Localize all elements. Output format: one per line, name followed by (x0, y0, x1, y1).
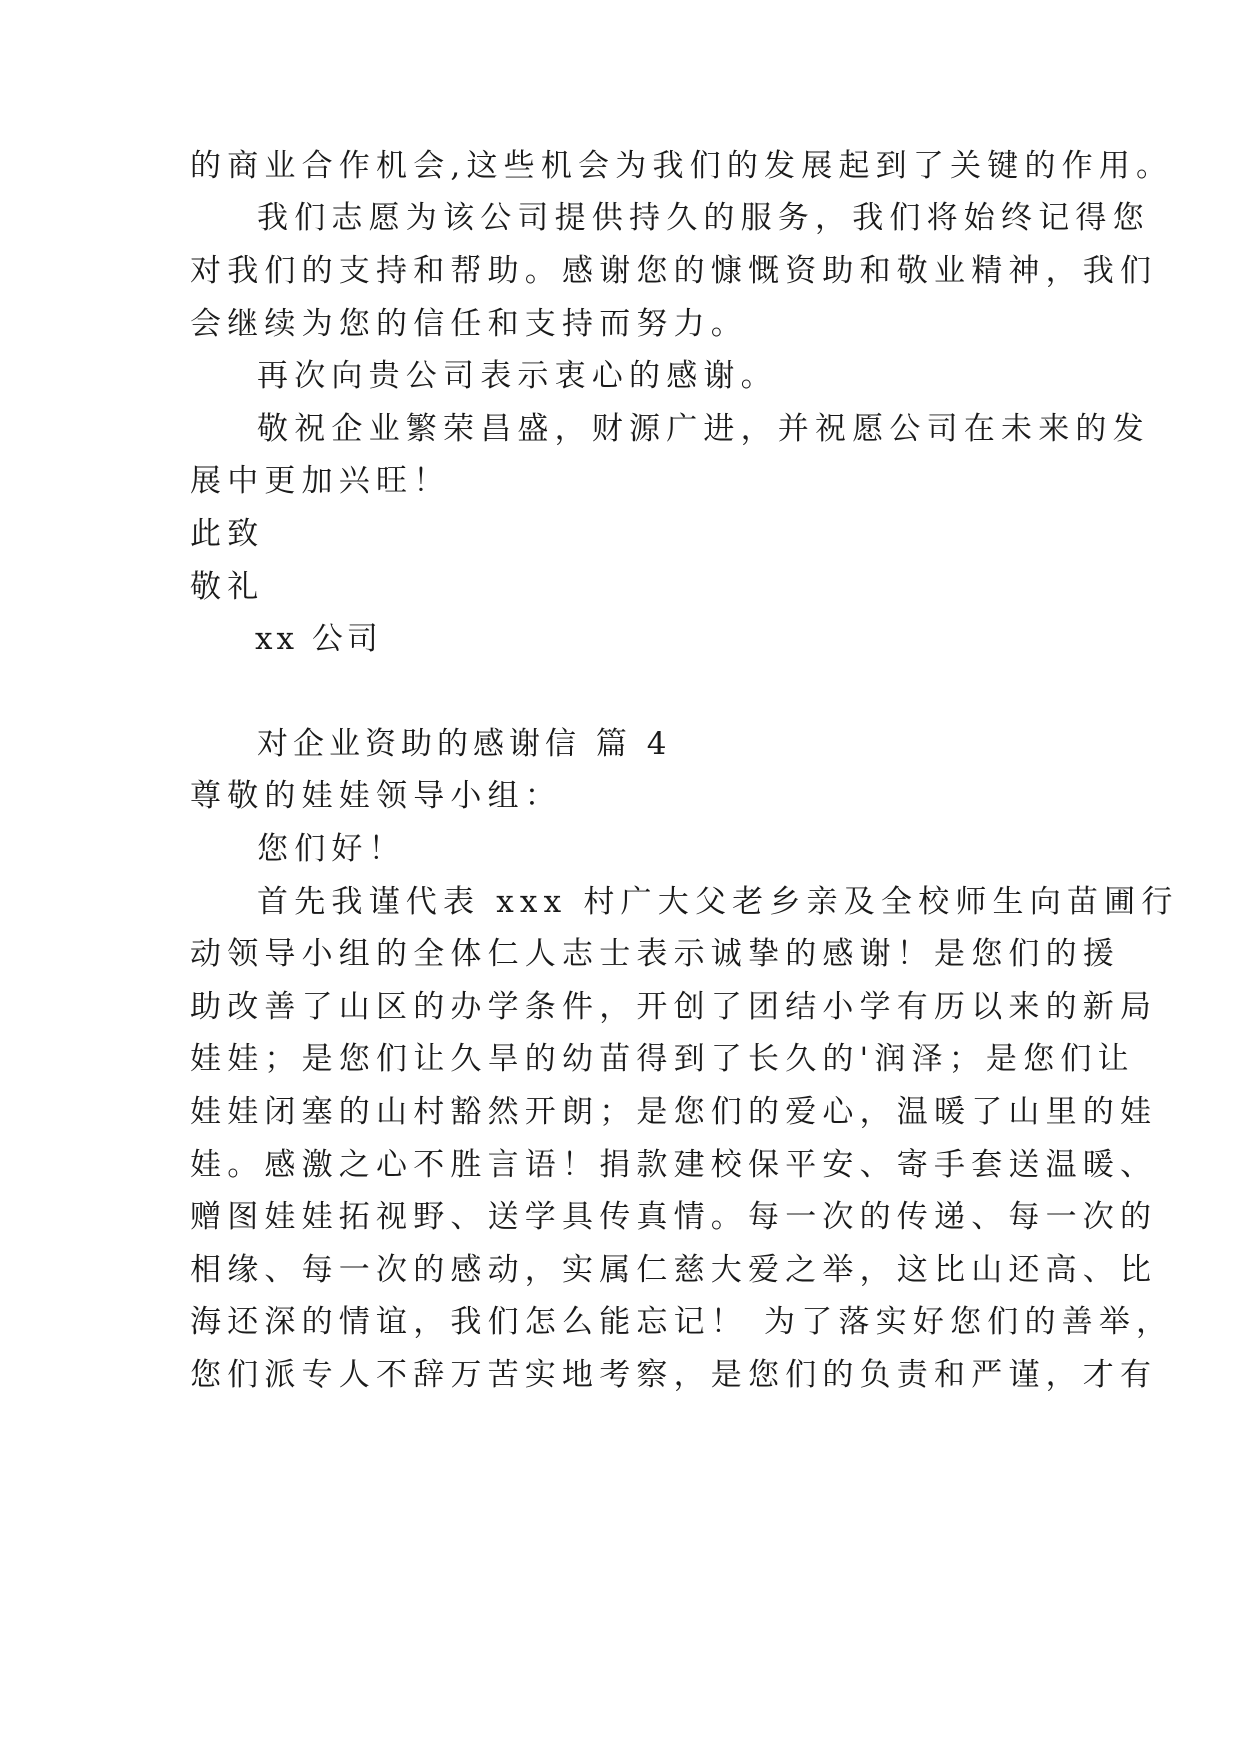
text-line: 相缘、每一次的感动，实属仁慈大爱之举，这比山还高、比 (190, 1252, 1158, 1288)
text-line: 动领导小组的全体仁人志士表示诚挚的感谢！是您们的援 (190, 936, 1120, 972)
text-line: 娃娃闭塞的山村豁然开朗；是您们的爱心，温暖了山里的娃 (190, 1094, 1158, 1130)
text-line: 您们派专人不辞万苦实地考察，是您们的负责和严谨，才有 (190, 1357, 1158, 1393)
text-line: 展中更加兴旺！ (190, 463, 451, 499)
text-line: 会继续为您的信任和支持而努力。 (190, 306, 748, 342)
text-line: 赠图娃娃拓视野、送学具传真情。每一次的传递、每一次的 (190, 1199, 1158, 1235)
text-line: 的商业合作机会,这些机会为我们的发展起到了关键的作用。 (190, 148, 1174, 184)
signature-company: xx 公司 (255, 621, 382, 657)
text-line: 娃娃；是您们让久旱的幼苗得到了长久的'润泽；是您们让 (190, 1041, 1135, 1077)
text-line: 再次向贵公司表示衷心的感谢。 (257, 358, 778, 394)
greeting: 您们好！ (257, 831, 406, 867)
text-line: 海还深的情谊，我们怎么能忘记！ 为了落实好您们的善举， (190, 1304, 1174, 1340)
text-line: 对我们的支持和帮助。感谢您的慷慨资助和敬业精神，我们 (190, 253, 1158, 289)
closing-regards: 敬礼 (190, 569, 265, 605)
closing-salutation: 此致 (190, 516, 265, 552)
text-line: 助改善了山区的办学条件，开创了团结小学有历以来的新局 (190, 989, 1158, 1025)
text-line: 首先我谨代表 xxx 村广大父老乡亲及全校师生向苗圃行 (257, 884, 1179, 920)
section-heading: 对企业资助的感谢信 篇 4 (257, 726, 672, 762)
text-line: 娃。感激之心不胜言语！捐款建校保平安、寄手套送温暖、 (190, 1147, 1158, 1183)
text-line: 我们志愿为该公司提供持久的服务，我们将始终记得您 (257, 200, 1150, 236)
text-line: 敬祝企业繁荣昌盛，财源广进，并祝愿公司在未来的发 (257, 411, 1150, 447)
greeting-recipient: 尊敬的娃娃领导小组： (190, 778, 562, 814)
